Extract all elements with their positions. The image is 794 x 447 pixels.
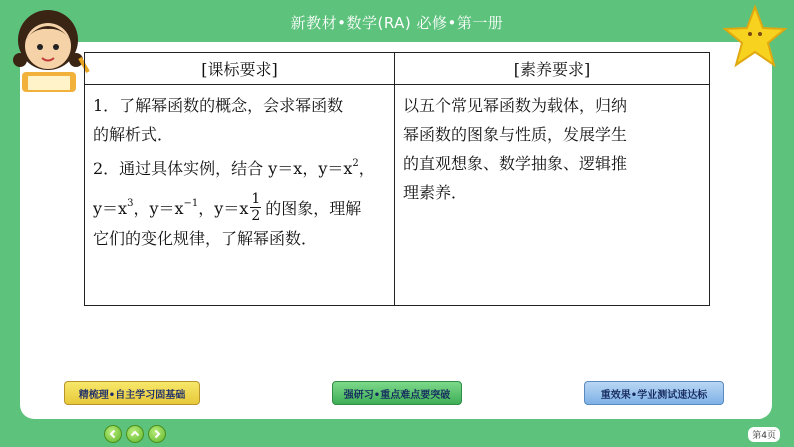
nav-button-key-points[interactable]: 强研习•重点难点要突破 bbox=[332, 381, 462, 405]
chevron-left-icon bbox=[108, 429, 118, 439]
curriculum-requirements-cell bbox=[85, 85, 395, 306]
header-title: 新教材•数学(RA) 必修•第一册 bbox=[290, 14, 504, 32]
fraction-numerator: 1 bbox=[251, 191, 261, 207]
col1-line-3 bbox=[93, 149, 388, 183]
star-icon bbox=[722, 4, 788, 70]
fraction-denominator: 2 bbox=[251, 208, 261, 224]
col2-line-3: 的直观想象、数学抽象、逻辑推 bbox=[403, 154, 628, 173]
col2-header: [素养要求] bbox=[395, 53, 710, 85]
col1-line-4-end: 的图象，理解 bbox=[265, 199, 362, 218]
next-page-button[interactable] bbox=[148, 425, 166, 443]
fraction-one-half bbox=[250, 191, 261, 224]
col1-line-4 bbox=[93, 189, 388, 224]
exponent-neg1: −1 bbox=[183, 198, 199, 209]
nav-button-assessment[interactable]: 重效果•学业测试速达标 bbox=[584, 381, 724, 405]
col1-header: [课标要求] bbox=[85, 53, 395, 85]
col1-line-2: 的解析式． bbox=[93, 125, 174, 144]
exponent-2: 2 bbox=[352, 158, 359, 169]
chevron-up-icon bbox=[130, 429, 140, 439]
col2-line-1: 以五个常见幂函数为载体，归纳 bbox=[403, 96, 628, 115]
col2-line-2: 幂函数的图象与性质，发展学生 bbox=[403, 125, 628, 144]
col1-line-3-end: ， bbox=[358, 159, 375, 178]
col2-line-4: 理素养． bbox=[403, 183, 468, 202]
nav-button-study-basics[interactable]: 精梳理•自主学习固基础 bbox=[64, 381, 200, 405]
prev-page-button[interactable] bbox=[104, 425, 122, 443]
col1-line-5: 它们的变化规律，了解幂函数． bbox=[93, 229, 318, 248]
page-number: 第4页 bbox=[748, 427, 780, 442]
literacy-requirements-cell bbox=[395, 85, 710, 306]
col1-line-3-text: 2．通过具体实例，结合 y＝x，y＝x bbox=[93, 159, 353, 178]
girl-reading-icon bbox=[4, 2, 96, 100]
home-button[interactable] bbox=[126, 425, 144, 443]
requirements-table bbox=[84, 52, 710, 306]
expr-x3: y＝x bbox=[93, 199, 128, 218]
chevron-right-icon bbox=[152, 429, 162, 439]
expr-x-inv: ，y＝x bbox=[133, 199, 184, 218]
col1-line-1: 1．了解幂函数的概念，会求幂函数 bbox=[93, 96, 344, 115]
exponent-3: 3 bbox=[127, 198, 134, 209]
expr-x-half: ，y＝x bbox=[198, 199, 249, 218]
